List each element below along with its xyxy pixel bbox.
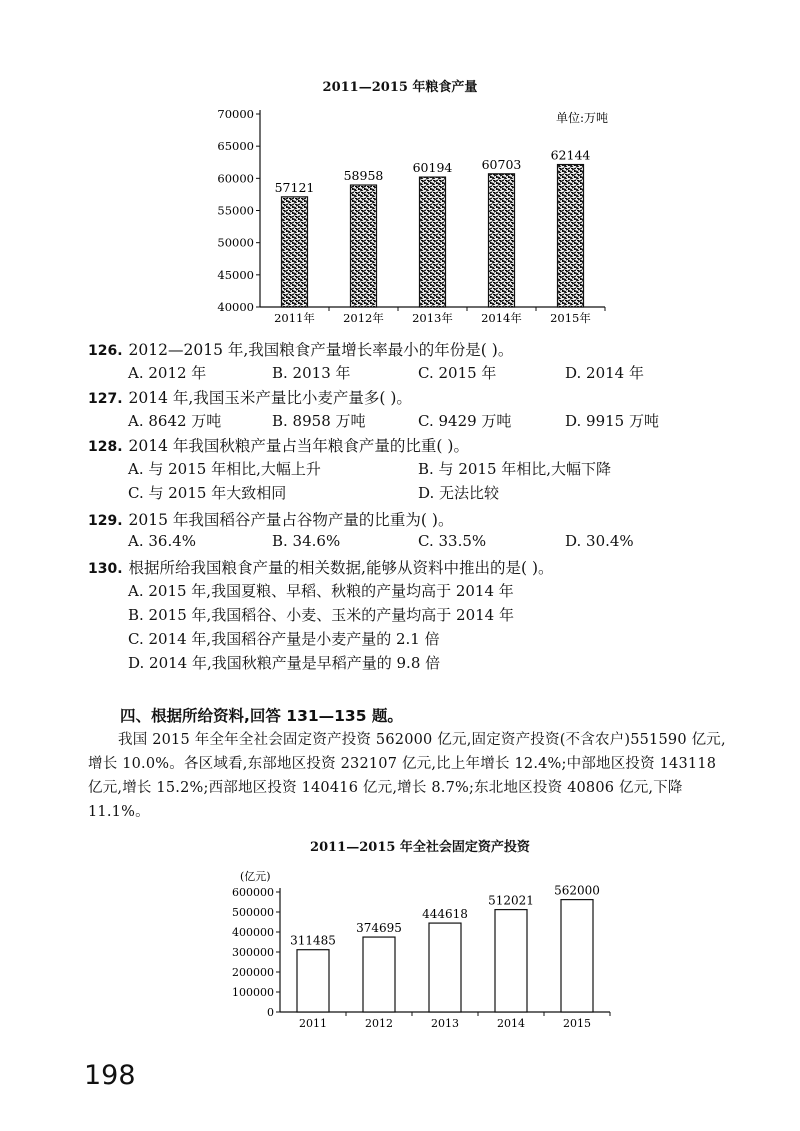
question-text: 2014 年我国秋粮产量占当年粮食产量的比重( )。 — [128, 437, 469, 455]
question-text: 2014 年,我国玉米产量比小麦产量多( )。 — [128, 389, 412, 407]
y-tick-label: 500000 — [232, 906, 274, 919]
chart2-title: 2011—2015 年全社会固定资产投资 — [310, 840, 530, 855]
answer-option[interactable]: D. 30.4% — [565, 532, 634, 550]
y-tick-label: 65000 — [217, 139, 254, 154]
question-text: 2015 年我国稻谷产量占谷物产量的比重为( )。 — [128, 511, 454, 529]
x-category-label: 2015年 — [550, 311, 591, 325]
question-text: 根据所给我国粮食产量的相关数据,能够从资料中推出的是( )。 — [128, 559, 554, 577]
question-stem — [88, 508, 453, 530]
data-paragraph: 我国 2015 年全年全社会固定资产投资 562000 亿元,固定资产投资(不含农户)551590 亿元,增长 10.0%。各区域看,东部地区投资 232107 亿元,比上年增长 12.4%;中部地区投资 143118 亿元,增长 15.2%;西部地区投资 140416 亿元,增长 8.7%;东北地区投资 40806 亿元,下降 11.1%。 — [88, 732, 726, 820]
x-category-label: 2012年 — [343, 311, 384, 325]
y-tick-label: 400000 — [232, 926, 274, 939]
bar — [363, 937, 395, 1012]
bar-value-label: 60703 — [481, 156, 522, 172]
answer-option[interactable]: A. 8642 万吨 — [128, 412, 222, 430]
grain-output-chart — [180, 100, 630, 340]
chart1-title: 2011—2015 年粮食产量 — [322, 80, 478, 95]
x-category-label: 2011 — [299, 1017, 327, 1030]
unit-label: 单位:万吨 — [555, 111, 608, 125]
answer-option[interactable]: B. 与 2015 年相比,大幅下降 — [418, 460, 612, 478]
bar — [561, 900, 593, 1012]
answer-option[interactable]: B. 2015 年,我国稻谷、小麦、玉米的产量均高于 2014 年 — [128, 606, 514, 624]
x-category-label: 2015 — [563, 1017, 591, 1030]
y-tick-label: 60000 — [217, 171, 254, 186]
bar-value-label: 311485 — [290, 933, 336, 948]
bar — [429, 923, 461, 1012]
bar-value-label: 562000 — [554, 883, 600, 898]
bar-value-label: 58958 — [343, 168, 384, 184]
answer-option[interactable]: B. 34.6% — [272, 532, 341, 550]
y-tick-label: 40000 — [217, 300, 254, 314]
bar-value-label: 374695 — [356, 921, 402, 936]
bar — [282, 197, 308, 307]
bar-value-label: 60194 — [412, 160, 453, 176]
fixed-investment-chart — [200, 860, 620, 1035]
bar — [420, 177, 446, 307]
y-tick-label: 0 — [267, 1006, 274, 1019]
y-tick-label: 600000 — [232, 886, 274, 899]
bar — [558, 165, 584, 307]
x-category-label: 2011年 — [274, 311, 315, 325]
section-title: 四、根据所给资料,回答 131—135 题。 — [120, 707, 403, 725]
bar-value-label: 444618 — [422, 907, 468, 922]
question-number: 130. — [88, 561, 123, 577]
y-tick-label: 100000 — [232, 986, 274, 999]
answer-option[interactable]: B. 8958 万吨 — [272, 412, 366, 430]
answer-option[interactable]: A. 36.4% — [128, 532, 197, 550]
answer-option[interactable]: D. 2014 年 — [565, 364, 644, 382]
answer-option[interactable]: D. 2014 年,我国秋粮产量是早稻产量的 9.8 倍 — [128, 654, 441, 672]
answer-option[interactable]: C. 2015 年 — [418, 364, 497, 382]
page-number: 198 — [84, 1060, 136, 1091]
bar-value-label: 512021 — [488, 893, 534, 908]
y-tick-label: 300000 — [232, 946, 274, 959]
y-tick-label: 200000 — [232, 966, 274, 979]
answer-option[interactable]: C. 33.5% — [418, 532, 487, 550]
answer-option[interactable]: A. 与 2015 年相比,大幅上升 — [128, 460, 321, 478]
answer-option[interactable]: A. 2012 年 — [128, 364, 207, 382]
question-stem — [88, 434, 469, 456]
answer-option[interactable]: A. 2015 年,我国夏粮、早稻、秋粮的产量均高于 2014 年 — [128, 582, 514, 600]
x-category-label: 2014 — [497, 1017, 525, 1030]
bar — [351, 185, 377, 307]
answer-option[interactable]: B. 2013 年 — [272, 364, 351, 382]
question-number: 127. — [88, 391, 123, 407]
y-tick-label: 55000 — [217, 203, 254, 218]
answer-option[interactable]: D. 9915 万吨 — [565, 412, 659, 430]
x-category-label: 2014年 — [481, 311, 522, 325]
answer-option[interactable]: D. 无法比较 — [418, 484, 500, 502]
answer-option[interactable]: C. 与 2015 年大致相同 — [128, 484, 287, 502]
question-number: 128. — [88, 439, 123, 455]
bar-value-label: 62144 — [550, 147, 591, 163]
answer-option[interactable]: C. 9429 万吨 — [418, 412, 512, 430]
y-tick-label: 45000 — [217, 267, 254, 282]
y-tick-label: 70000 — [217, 107, 254, 121]
bar — [495, 910, 527, 1012]
bar — [297, 950, 329, 1012]
bar-value-label: 57121 — [274, 179, 315, 195]
question-stem — [88, 556, 554, 578]
question-text: 2012—2015 年,我国粮食产量增长率最小的年份是( )。 — [128, 341, 514, 359]
y-tick-label: 50000 — [217, 235, 254, 250]
question-number: 129. — [88, 513, 123, 529]
question-stem — [88, 386, 412, 408]
x-category-label: 2012 — [365, 1017, 393, 1030]
x-category-label: 2013 — [431, 1017, 459, 1030]
x-category-label: 2013年 — [412, 311, 453, 325]
unit-label: (亿元) — [240, 870, 271, 883]
question-number: 126. — [88, 343, 123, 359]
answer-option[interactable]: C. 2014 年,我国稻谷产量是小麦产量的 2.1 倍 — [128, 630, 440, 648]
bar — [489, 174, 515, 307]
question-stem — [88, 338, 513, 360]
